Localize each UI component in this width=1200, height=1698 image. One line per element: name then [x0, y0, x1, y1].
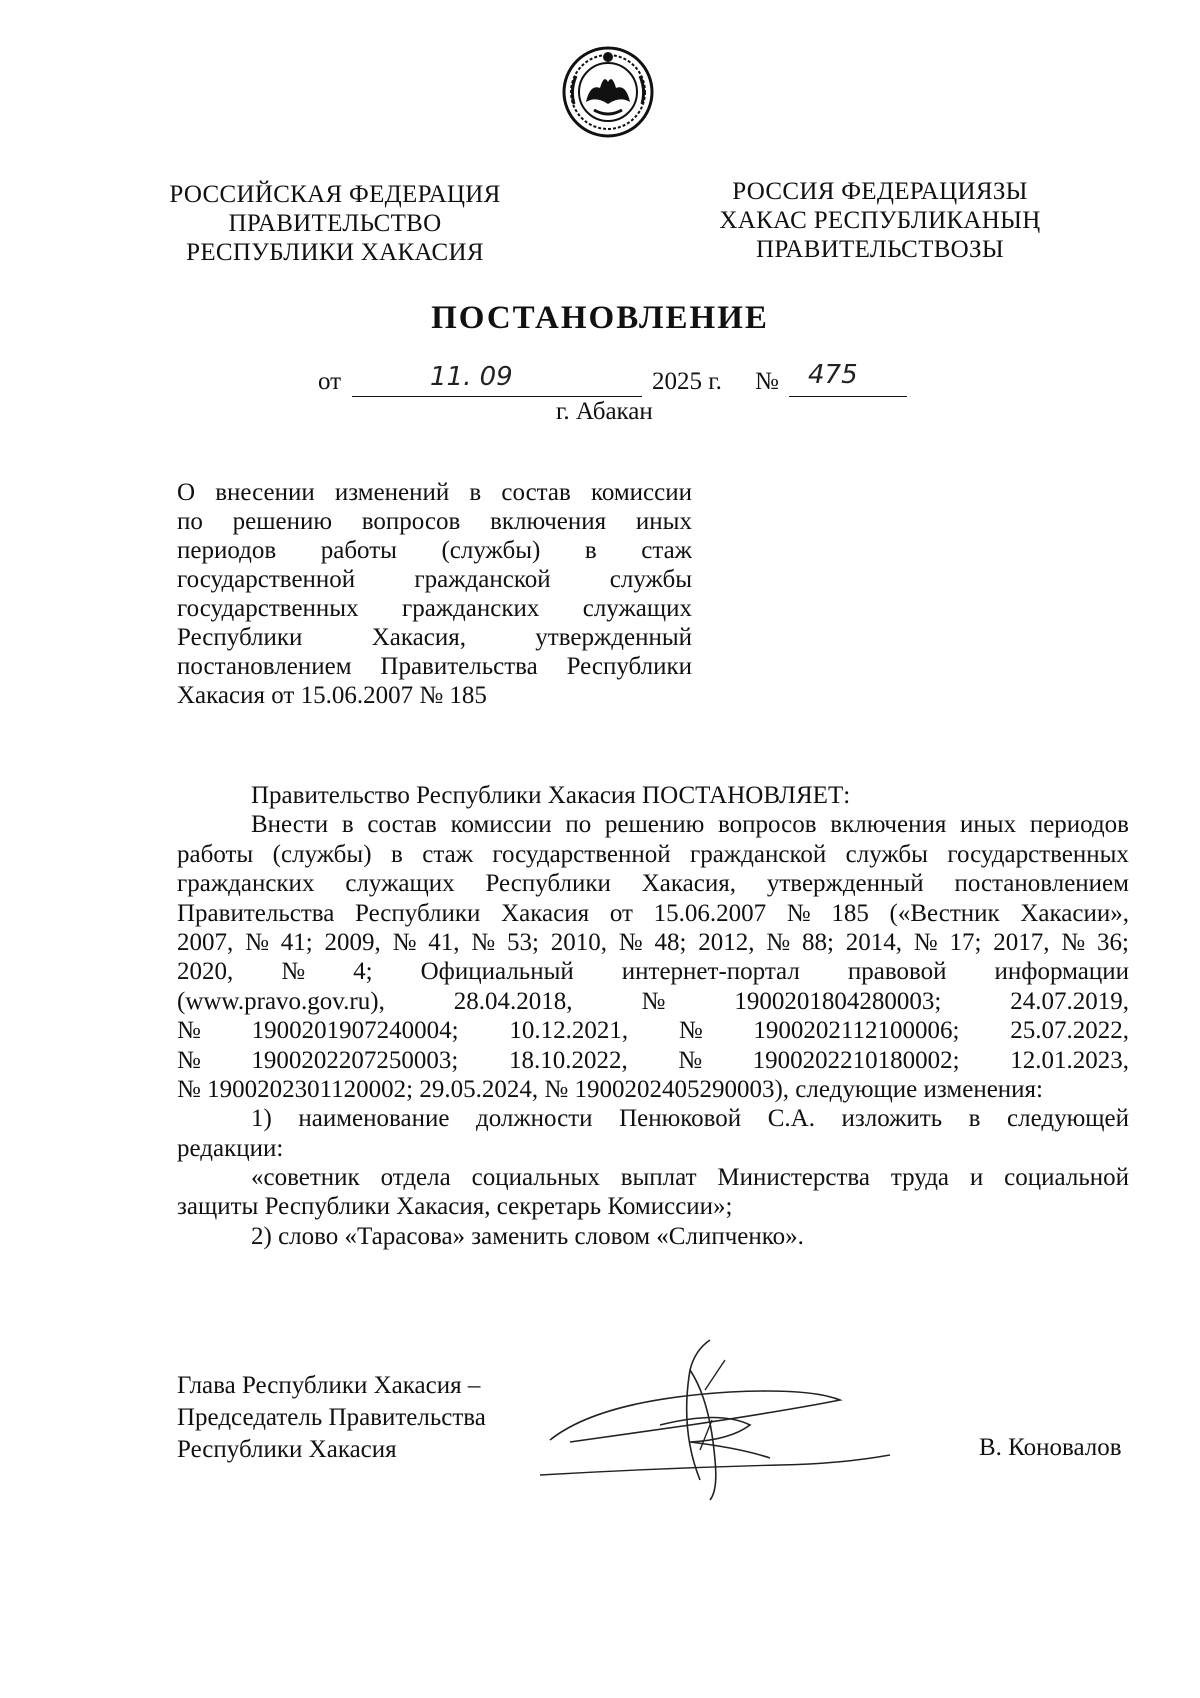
word: 12.01.2023,	[1010, 1046, 1129, 1074]
word: комиссии	[450, 811, 552, 839]
word: гражданских	[177, 870, 315, 898]
word: 4;	[353, 958, 373, 986]
word: выплат	[620, 1164, 697, 1192]
signatory-title	[177, 1370, 486, 1466]
subject-line	[177, 507, 692, 536]
word: гражданских	[401, 595, 540, 622]
word: Внести	[251, 811, 329, 839]
word: стаж	[641, 537, 692, 564]
word: 41,	[428, 928, 460, 956]
word: в	[469, 479, 482, 506]
header-left-line: РОССИЙСКАЯ ФЕДЕРАЦИЯ	[169, 181, 501, 208]
word: утвержденный	[766, 870, 924, 898]
word: С.А.	[767, 1105, 815, 1133]
main-paragraph-line	[177, 810, 1129, 839]
word: №	[766, 928, 791, 956]
word: Хакасия,	[371, 624, 466, 651]
word: 41;	[280, 928, 313, 956]
word: должности	[476, 1105, 593, 1133]
word: 185	[831, 899, 869, 927]
word: стаж	[422, 840, 473, 868]
word: периодов	[1029, 811, 1129, 839]
word: О	[177, 479, 196, 506]
subject-line	[177, 536, 692, 565]
word: службы	[845, 840, 928, 868]
word: Правительства	[177, 899, 335, 927]
word: («Вестник	[889, 899, 1000, 927]
word: иных	[960, 811, 1017, 839]
word: решению	[604, 811, 705, 839]
handwritten-signature	[540, 1330, 920, 1510]
subject-line	[177, 623, 692, 652]
word: постановлением	[954, 870, 1129, 898]
word: 2017,	[993, 928, 1050, 956]
word: государственных	[177, 595, 359, 622]
word: 28.04.2018,	[453, 987, 573, 1015]
word: Хакасия	[501, 899, 590, 927]
word: включения	[830, 811, 947, 839]
word: 53;	[506, 928, 539, 956]
word: наименование	[298, 1105, 450, 1133]
word: №	[618, 928, 643, 956]
header-right-line: РОССИЯ ФЕДЕРАЦИЯЗЫ	[732, 178, 1028, 205]
word: гражданской	[690, 840, 827, 868]
subject-line: Хакасия от 15.06.2007 № 185	[177, 682, 487, 709]
header-right	[690, 177, 1070, 264]
word: Республики	[485, 870, 611, 898]
header-left-line: ПРАВИТЕЛЬСТВО	[228, 210, 442, 237]
header-left	[150, 180, 520, 267]
word: №	[678, 1017, 703, 1045]
main-paragraph-line	[177, 987, 1129, 1016]
word: информации	[994, 958, 1129, 986]
word: Республики	[177, 624, 303, 651]
word: социальной	[1004, 1164, 1129, 1192]
word: отдела	[380, 1164, 451, 1192]
word: постановлением	[177, 653, 352, 680]
word: Хакасия,	[641, 870, 736, 898]
signatory-name: В. Коновалов	[979, 1434, 1122, 1461]
word: №	[392, 928, 417, 956]
coat-of-arms-icon	[560, 44, 656, 140]
word: 15.06.2007	[653, 899, 767, 927]
word: 48;	[654, 928, 687, 956]
word: 10.12.2021,	[509, 1017, 629, 1045]
word: в	[341, 811, 354, 839]
main-paragraph-line	[177, 928, 1129, 957]
signatory-title-line: Глава Республики Хакасия –	[177, 1372, 481, 1399]
word: социальных	[471, 1164, 600, 1192]
word: Министерства	[717, 1164, 870, 1192]
date-year: 2025 г.	[652, 368, 722, 395]
word: состав	[367, 811, 437, 839]
word: комиссии	[590, 479, 692, 506]
quote-line	[177, 1163, 1129, 1192]
word: 18.10.2022,	[508, 1046, 628, 1074]
word: №	[471, 928, 496, 956]
word: №	[281, 958, 306, 986]
word: №	[177, 1017, 201, 1045]
word: 2020,	[177, 958, 234, 986]
word: 36;	[1096, 928, 1129, 956]
main-paragraph-line	[177, 1016, 1129, 1045]
word: от	[609, 899, 633, 927]
word: служащих	[582, 595, 692, 622]
subject-line	[177, 594, 692, 623]
word: иных	[635, 508, 692, 535]
main-paragraph-line	[177, 869, 1129, 898]
word: в	[584, 537, 597, 564]
word: изменений	[334, 479, 450, 506]
handwritten-number: 475	[808, 360, 858, 390]
word: 1900201907240004;	[251, 1017, 459, 1045]
decree-body	[177, 781, 1129, 1251]
word: правовой	[847, 958, 947, 986]
word: 24.07.2019,	[1010, 987, 1129, 1015]
date-prefix: от	[318, 368, 342, 395]
word: изложить	[841, 1105, 943, 1133]
word: №	[678, 1046, 703, 1074]
word: 88;	[801, 928, 834, 956]
word: «советник	[251, 1164, 360, 1192]
word: в	[390, 840, 403, 868]
word: по	[565, 811, 592, 839]
word: и	[969, 1164, 984, 1192]
word: работы	[320, 537, 397, 564]
item-1-line	[177, 1104, 1129, 1133]
word: государственной	[177, 566, 356, 593]
word: 25.07.2022,	[1010, 1017, 1129, 1045]
word: служащих	[345, 870, 455, 898]
word: Республики	[566, 653, 692, 680]
word: Правительства	[380, 653, 538, 680]
word: 1)	[251, 1105, 272, 1133]
word: вопросов	[718, 811, 817, 839]
subject-line	[177, 565, 692, 594]
subject-line	[177, 478, 692, 507]
header-right-line: ХАКАС РЕСПУБЛИКАНЫҢ	[719, 207, 1041, 234]
word: 2009,	[324, 928, 381, 956]
subject-line	[177, 652, 692, 681]
signatory-title-line: Республики Хакасия	[177, 1436, 397, 1463]
word: (службы)	[272, 840, 372, 868]
main-paragraph-line	[177, 840, 1129, 869]
word: 2014,	[845, 928, 902, 956]
item-1-continuation: редакции:	[177, 1134, 284, 1162]
word: №	[641, 987, 666, 1015]
main-paragraph-line	[177, 957, 1129, 986]
word: службы	[609, 566, 692, 593]
word: труда	[890, 1164, 950, 1192]
word: 1900202210180002;	[752, 1046, 960, 1074]
decree-intro: Правительство Республики Хакасия ПОСТАНОВЛЯЕТ:	[251, 782, 851, 809]
word: по	[177, 508, 203, 535]
main-paragraph-last-line: № 1900202301120002; 29.05.2024, № 1900202405290003), следующие изменения:	[177, 1075, 1044, 1103]
word: утвержденный	[535, 624, 692, 651]
word: 1900202207250003;	[251, 1046, 459, 1074]
word: 2007,	[177, 928, 234, 956]
word: №	[177, 1046, 201, 1074]
document-type-title: ПОСТАНОВЛЕНИЕ	[431, 300, 769, 336]
word: 17;	[949, 928, 982, 956]
word: гражданской	[414, 566, 551, 593]
word: Республики	[355, 899, 481, 927]
signature-scribble-icon	[540, 1330, 920, 1510]
number-label: №	[755, 368, 779, 395]
word: 2012,	[698, 928, 755, 956]
word: государственных	[947, 840, 1129, 868]
coat-of-arms-emblem	[560, 44, 656, 140]
word: №	[913, 928, 938, 956]
word: следующей	[1007, 1105, 1129, 1133]
word: включения	[490, 508, 607, 535]
subject-block	[177, 478, 692, 710]
header-left-line: РЕСПУБЛИКИ ХАКАСИЯ	[186, 239, 484, 266]
main-paragraph-line	[177, 899, 1129, 928]
word: №	[245, 928, 269, 956]
word: Официальный	[420, 958, 574, 986]
word: государственной	[492, 840, 671, 868]
word: состав	[501, 479, 571, 506]
word: в	[968, 1105, 981, 1133]
word: интернет-портал	[621, 958, 800, 986]
word: (www.pravo.gov.ru),	[177, 987, 385, 1015]
word: решению	[232, 508, 333, 535]
main-paragraph	[177, 810, 1129, 1075]
signatory-title-line: Председатель Правительства	[177, 1404, 486, 1431]
word: работы	[177, 840, 254, 868]
city: г. Абакан	[556, 398, 653, 425]
word: внесении	[215, 479, 315, 506]
word: №	[786, 899, 811, 927]
word: периодов	[177, 537, 277, 564]
word: Пенюковой	[619, 1105, 742, 1133]
handwritten-date: 11. 09	[430, 362, 513, 392]
quote-continuation: защиты Республики Хакасия, секретарь Комиссии»;	[177, 1193, 733, 1221]
word: вопросов	[361, 508, 461, 535]
header-right-line: ПРАВИТЕЛЬСТВОЗЫ	[756, 236, 1004, 263]
main-paragraph-line	[177, 1046, 1129, 1075]
word: 1900202112100006;	[753, 1017, 960, 1045]
word: Хакасии»,	[1020, 899, 1129, 927]
word: 1900201804280003;	[734, 987, 942, 1015]
word: №	[1061, 928, 1086, 956]
word: (службы)	[441, 537, 541, 564]
item-2-line: 2) слово «Тарасова» заменить словом «Слипченко».	[251, 1222, 804, 1250]
word: 2010,	[550, 928, 607, 956]
